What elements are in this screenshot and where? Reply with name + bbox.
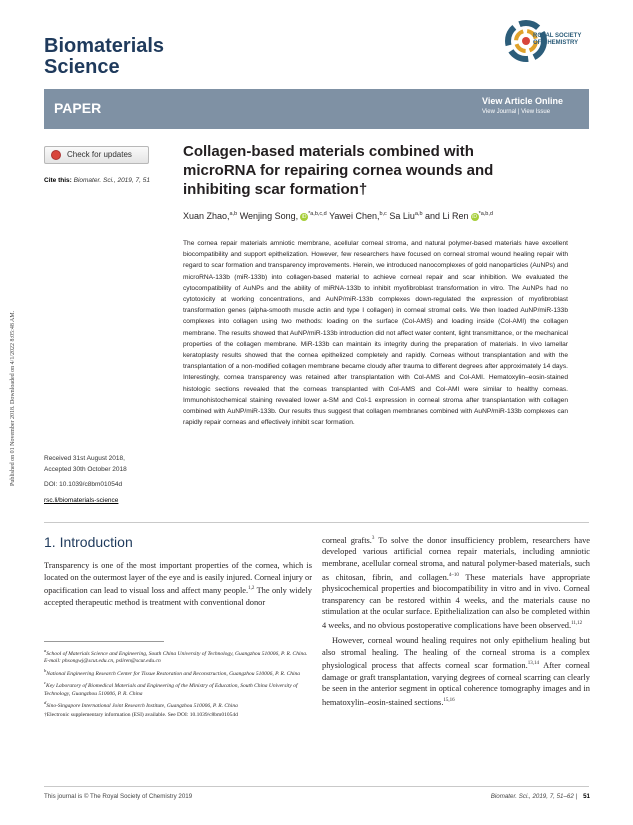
footer-citation: Biomater. Sci., 2019, 7, 51–62 | xyxy=(490,793,578,800)
author-name: Xuan Zhao, xyxy=(183,211,230,221)
citation xyxy=(44,177,150,184)
citation-ref[interactable]: 1,2 xyxy=(248,586,255,592)
paragraph-text: These materials have appropriate physicochemical properties and biocompatibility in vitro and in vivo. Corneal transparency can be restored within 4 weeks, and the materials cause no stimulation at the ocular surface. Epithelialization can also be completed within 4 weeks, and no obvious postoperative complications have been observed. xyxy=(322,572,590,630)
footnote-mark: a xyxy=(44,648,47,653)
citation-ref[interactable]: 4–10 xyxy=(448,572,459,578)
author-affiliation: a,b xyxy=(414,211,423,217)
publication-stamp: Published on 01 November 2018. Downloaded on 4/1/2022 8:05:48 AM. xyxy=(10,310,16,486)
footnote xyxy=(44,679,312,698)
accepted-date: Accepted 30th October 2018 xyxy=(44,465,127,473)
paragraph xyxy=(322,533,590,631)
author-name: and Li Ren xyxy=(425,211,469,221)
footnote-mark: d xyxy=(44,700,47,706)
footnote-esi xyxy=(44,712,312,720)
paragraph xyxy=(44,560,312,608)
journal-title xyxy=(44,36,164,78)
paragraph-text: To solve the donor insufficiency problem, researchers have developed various artificial cornea repair materials, including amniotic membrane, acellular corneal stroma, and natural polymer-based materials, such as chitosan, fibrin, and collagen. xyxy=(322,535,590,582)
footnote-mark: b xyxy=(44,668,47,674)
doi: DOI: 10.1039/c8bm01054d xyxy=(44,481,123,488)
paragraph xyxy=(322,635,590,708)
paragraph-text: However, corneal wound healing requires not only epithelium healing but also stromal healing. The healing of the corneal stroma is a complex physiological process that affects corneal scar formation. xyxy=(322,636,590,671)
paragraph-text: After corneal damage or graft transplantation, varying degrees of corneal scarring can clearly be seen in the anterior segment in optical coherence tomography images and in hematoxylin–eosin-stained sections. xyxy=(322,661,590,707)
footnote-mark: c xyxy=(44,680,47,686)
publisher-name xyxy=(533,33,581,47)
publisher-line1: ROYAL SOCIETY xyxy=(533,33,582,39)
received-date: Received 31st August 2018, xyxy=(44,455,125,462)
footnote-text: Key Laboratory of Biomedical Materials and Engineering of the Ministry of Education, South China University of Technology, Guangzhou 510006, P. R. China xyxy=(44,683,298,697)
check-for-updates-button[interactable] xyxy=(44,146,149,164)
journal-title-line1: Biomaterials xyxy=(44,35,165,57)
view-article-online-link[interactable]: View Article Online xyxy=(482,96,564,106)
footnote-text: Electronic supplementary information (ESI) available. See DOI: 10.1039/c8bm01054d xyxy=(46,711,238,718)
footnote-text: School of Materials Science and Engineering, South China University of Technology, Guangzhou 510006, P. R. China. E-mail: phsongwj@scut.edu.cn, psliren@scut.edu.cn xyxy=(44,650,308,665)
footnote-mark: † xyxy=(44,711,47,718)
paragraph-text: corneal grafts. xyxy=(322,535,372,545)
section-divider xyxy=(44,522,589,523)
check-updates-label: Check for updates xyxy=(67,150,132,159)
journal-url-link[interactable]: rsc.li/biomaterials-science xyxy=(44,496,119,504)
author-affiliation: a,b xyxy=(229,211,238,217)
footnote xyxy=(44,699,312,710)
article-type-label: PAPER xyxy=(54,100,102,116)
footnote xyxy=(44,647,312,666)
author-name: Sa Liu xyxy=(389,211,415,221)
copyright-footer: This journal is © The Royal Society of Chemistry 2019 xyxy=(44,793,193,800)
body-column-left xyxy=(44,560,312,608)
view-journal-issue-links[interactable]: View Journal | View Issue xyxy=(482,109,551,115)
page-footer xyxy=(430,793,590,800)
journal-title-line2: Science xyxy=(44,56,120,78)
footer-divider xyxy=(44,786,589,787)
orcid-icon[interactable]: iD xyxy=(472,213,477,220)
footnotes xyxy=(44,647,312,720)
cite-prefix: Cite this: xyxy=(44,177,72,184)
cite-reference: Biomater. Sci., 2019, 7, 51 xyxy=(73,177,150,184)
author-list xyxy=(183,211,493,221)
orcid-icon[interactable]: iD xyxy=(301,213,307,220)
body-column-right xyxy=(322,533,590,708)
author-affiliation: *a,b,d xyxy=(478,211,493,217)
footnote-divider xyxy=(44,641,164,642)
footnote xyxy=(44,667,312,678)
citation-ref[interactable]: 13,14 xyxy=(527,661,539,667)
footnote-text: National Engineering Research Center for Tissue Restoration and Reconstruction, Guangzhou 510006, P. R. China xyxy=(46,670,301,677)
author-name: Yawei Chen, xyxy=(329,211,380,221)
citation-ref[interactable]: 15,16 xyxy=(443,697,455,703)
author-affiliation: b,c xyxy=(379,211,387,217)
paragraph-text: Transparency is one of the most important properties of the cornea, which is located on the outermost layer of the eye and is easily injured. Corneal injury or opacification can lead to visual loss and affect many people. xyxy=(44,561,312,595)
abstract: The cornea repair materials amniotic membrane, acellular corneal stroma, and natural polymer-based materials have excellent biocompatibility and support epithelization. However, few researchers have focused on corneal stromal wound healing repair with regard to scar formation and transparency improvements. Herein, we introduced nanocomplexes of gold nanoparticles (AuNPs) and microRNA-133b (miR-133b) into collagen-based material to achieve corneal repair and scar inhibition. We evaluated the cytocompatibility of AuNPs and the ability of miRNA-133b to inhibit myofibroblast transformation in vitro. The AuNPs had no cytotoxicity at working concentrations, and AuNP/miR-133b complexes down-regulated the expression of myofibroblast transformation genes (alpha-smooth muscle actin and type I collagen) in corneal stromal cells. We then loaded AuNP/miR-133b complexes into collagen using two methods: loading on the surface (Col-AMS) and loading inside (Col-AMI) the collagen membrane. The results showed that AuNP/miR-133b introduction did not affect water content, light transmittance, or the mechanical properties of the collagen membrane. MiR-133b can maintain its integrity during the preparation of materials. In vivo lamellar keratoplasty results showed that the cornea epithelized completely and rapidly. Corneas without transplantation and with the transplantation of a non-modified collagen membrane became cloudy after trauma to different degrees after approximately 14 days. Interestingly, cornea transparency was retained after transplantation with Col-AMS and Col-AMI. Hematoxylin–eosin-stained histologic sections revealed that the corneas transplanted with Col-AMS and Col-AMI were similar to healthy corneas. Immunohistochemical staining revealed lower a-SM and Col-1 expression in corneal stroma after transplantation with collagen combined with AuNP/miR-133b. Our results thus suggest that collagen membranes combined with AuNP/miR-133b complexes can rapidly repair corneas and effectively inhibit scar formation. xyxy=(183,240,568,427)
section-heading: 1. Introduction xyxy=(44,534,133,550)
citation-ref[interactable]: 3 xyxy=(371,536,375,541)
article-title: Collagen-based materials combined with microRNA for repairing cornea wounds and inhibiting scar formation† xyxy=(183,143,494,198)
article-history xyxy=(44,454,174,506)
author-affiliation: *a,b,c,d xyxy=(308,211,327,217)
paragraph-text: The only widely accepted therapeutic method is treatment with conventional donor xyxy=(44,585,312,607)
check-updates-icon xyxy=(51,150,61,160)
publisher-line2: OF CHEMISTRY xyxy=(533,40,579,46)
footnote-text: Sino-Singapore International Joint Research Institute, Guangzhou 510006, P. R. China xyxy=(46,703,238,710)
citation-ref[interactable]: 11,12 xyxy=(571,620,583,626)
page-number: 51 xyxy=(583,793,590,800)
author-name: Wenjing Song, xyxy=(239,211,299,221)
